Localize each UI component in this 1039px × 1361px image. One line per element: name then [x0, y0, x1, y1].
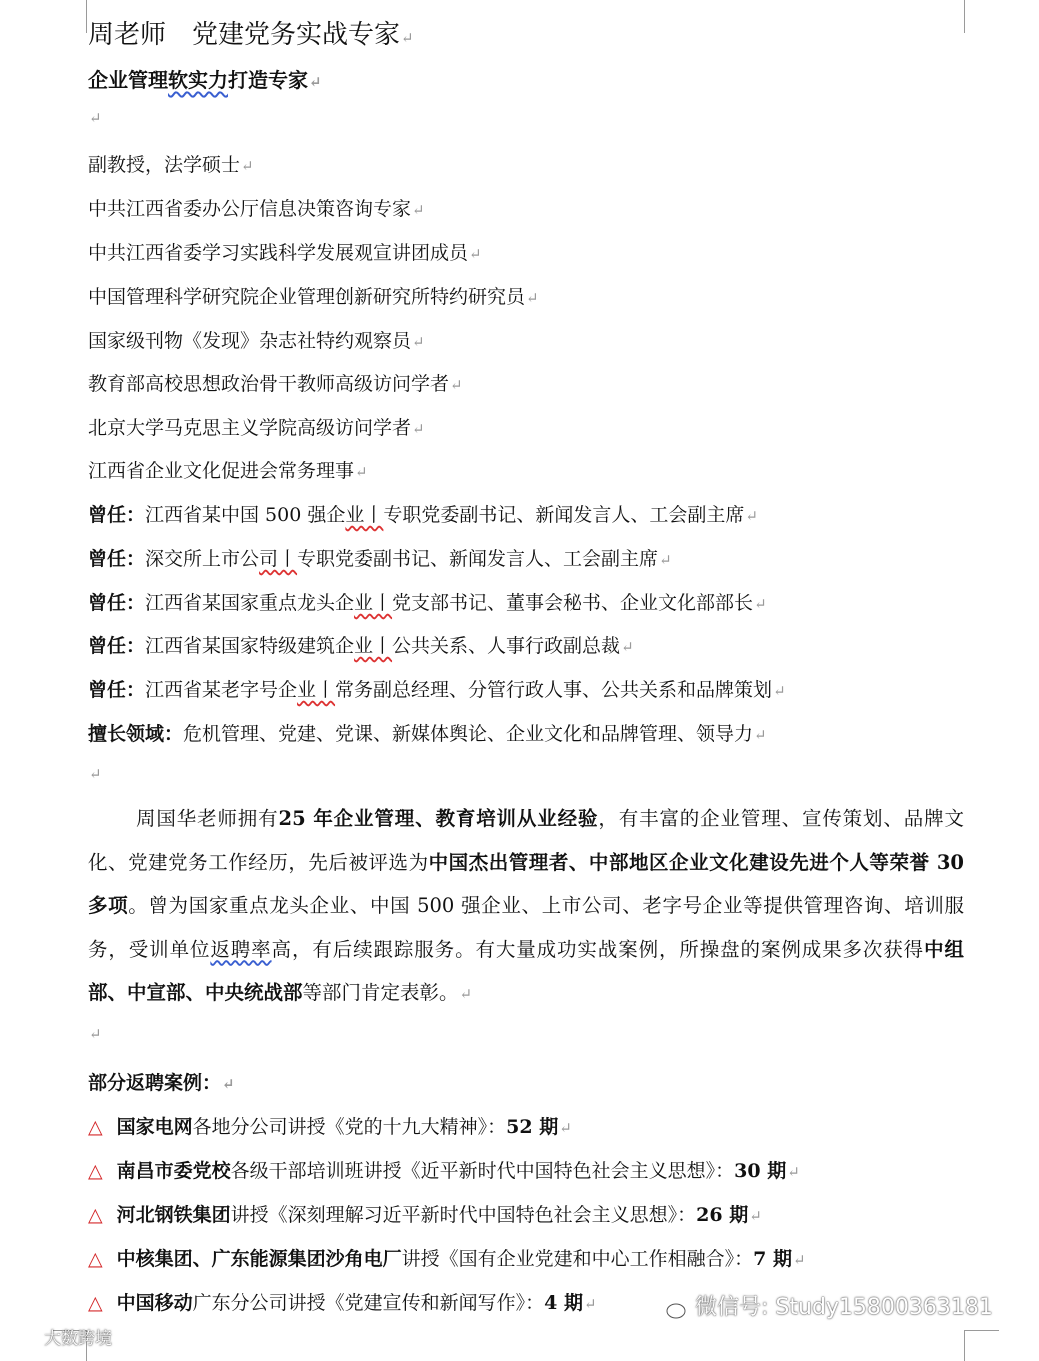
case-count: 26 期 [696, 1204, 749, 1226]
credential-line [88, 413, 425, 440]
spellcheck-underline: 业丨 [354, 635, 393, 657]
expertise-label: 擅长领域： [88, 723, 184, 745]
bio-text: 周国华老师拥有 [136, 807, 279, 830]
case-item [88, 1112, 572, 1139]
credential-text: 中共江西省委办公厅信息决策咨询专家 [88, 198, 412, 220]
credential-line [88, 194, 425, 221]
paragraph-mark: ↵ [793, 1251, 806, 1269]
paragraph-mark: ↵ [459, 985, 473, 1003]
former-role-line [88, 588, 767, 615]
paragraph-mark: ↵ [787, 1163, 800, 1181]
document-title [88, 14, 414, 51]
credential-text: 中国管理科学研究院企业管理创新研究所特约研究员 [88, 286, 526, 308]
former-role-org: 江西省某老字号企 [145, 679, 298, 701]
case-count: 7 期 [753, 1248, 792, 1270]
former-label: 曾任： [88, 504, 146, 526]
former-label: 曾任： [88, 592, 146, 614]
title-text: 周老师 党建党务实战专家 [88, 20, 401, 50]
credential-line [88, 369, 463, 396]
paragraph-mark: ↵ [355, 463, 368, 481]
credential-line [88, 326, 425, 353]
paragraph-mark: ↵ [89, 109, 102, 127]
former-role-line [88, 631, 634, 658]
spellcheck-underline: 业丨 [354, 592, 393, 614]
spellcheck-underline: 返聘率 [210, 937, 272, 961]
former-role-title: 专职党委副书记、新闻发言人、工会副主席 [297, 548, 659, 570]
case-description: 各级干部培训班讲授《近平新时代中国特色社会主义思想》： [230, 1160, 735, 1182]
paragraph-mark: ↵ [584, 1295, 597, 1313]
case-item [88, 1156, 800, 1183]
credential-line [88, 456, 368, 483]
former-label: 曾任： [88, 635, 146, 657]
triangle-bullet-icon: △ [88, 1116, 103, 1138]
credential-text: 国家级刊物《发现》杂志社特约观察员 [88, 330, 412, 352]
bio-highlight: 中国杰出管理者、中部地区企业文化建设先进个人等荣誉 30 多项 [88, 850, 964, 917]
paragraph-mark: ↵ [526, 289, 539, 307]
credential-line [88, 238, 482, 265]
case-count: 30 期 [734, 1160, 787, 1182]
source-watermark [10, 1324, 112, 1349]
paragraph-mark: ↵ [222, 1075, 235, 1093]
former-role-org: 江西省某国家重点龙头企 [145, 592, 355, 614]
subtitle-text: 企业管理 [88, 68, 168, 92]
expertise-line [88, 719, 767, 746]
credential-text: 江西省企业文化促进会常务理事 [88, 460, 355, 482]
former-role-line [88, 675, 786, 702]
bio-highlight: 中组部、中宣部、中央统战部 [88, 937, 964, 1004]
case-item [88, 1288, 597, 1315]
case-client: 中核集团、广东能源集团沙角电厂 [116, 1248, 402, 1270]
bio-text: 等部门肯定表彰。 [302, 981, 459, 1004]
triangle-bullet-icon: △ [88, 1160, 103, 1182]
spellcheck-underline: 业丨 [297, 679, 336, 701]
bio-text: 。曾为国家重点龙头企业、中国 500 强企业、上市公司、老字号企业等提供管理咨询、培训服务，受训单位 [88, 894, 964, 961]
triangle-bullet-icon: △ [88, 1248, 103, 1270]
paragraph-mark: ↵ [241, 157, 254, 175]
crop-mark-top-right [964, 0, 965, 33]
crop-mark-bottom-right [964, 1330, 999, 1361]
empty-paragraph [88, 1022, 102, 1044]
paragraph-mark: ↵ [309, 73, 322, 91]
case-description: 讲授《国有企业党建和中心工作相融合》： [401, 1248, 754, 1270]
document-subtitle [88, 64, 322, 93]
credential-line [88, 150, 254, 177]
paragraph-mark: ↵ [412, 201, 425, 219]
paragraph-mark: ↵ [754, 726, 767, 744]
paragraph-mark: ↵ [412, 333, 425, 351]
case-item [88, 1200, 762, 1227]
spellcheck-underline: 业丨 [345, 504, 384, 526]
case-client: 中国移动 [116, 1292, 193, 1314]
case-client: 南昌市委党校 [116, 1160, 231, 1182]
case-client: 河北钢铁集团 [116, 1204, 231, 1226]
former-role-org: 江西省某中国 500 强企 [145, 504, 346, 526]
bio-paragraph [88, 797, 964, 1017]
former-label: 曾任： [88, 548, 146, 570]
spellcheck-underline: 软实力 [168, 68, 228, 92]
case-description: 广东分公司讲授《党建宣传和新闻写作》： [192, 1292, 545, 1314]
case-count: 4 期 [544, 1292, 583, 1314]
former-role-org: 深交所上市公 [145, 548, 260, 570]
bio-text: 高，有后续跟踪服务。有大量成功实战案例，所操盘的案例成果多次获得 [271, 937, 925, 961]
subtitle-text: 打造专家 [228, 68, 308, 92]
case-description: 讲授《深刻理解习近平新时代中国特色社会主义思想》： [230, 1204, 697, 1226]
paragraph-mark: ↵ [559, 1119, 572, 1137]
paragraph-mark: ↵ [659, 551, 672, 569]
paragraph-mark: ↵ [621, 638, 634, 656]
case-item [88, 1244, 806, 1271]
wechat-id-text: 微信号: Study15800363181 [695, 1295, 993, 1320]
paragraph-mark: ↵ [89, 1025, 102, 1043]
credential-text: 中共江西省委学习实践科学发展观宣讲团成员 [88, 242, 469, 264]
empty-paragraph [88, 762, 102, 784]
case-client: 国家电网 [116, 1116, 193, 1138]
paragraph-mark: ↵ [773, 682, 786, 700]
paragraph-mark: ↵ [89, 765, 102, 783]
triangle-bullet-icon: △ [88, 1292, 103, 1314]
former-role-line [88, 544, 672, 571]
cases-heading-text: 部分返聘案例： [88, 1072, 222, 1094]
credential-line [88, 282, 539, 309]
former-role-title: 公共关系、人事行政副总裁 [392, 635, 621, 657]
empty-paragraph [88, 106, 102, 128]
former-role-org: 江西省某国家特级建筑企 [145, 635, 355, 657]
bio-highlight: 25 年企业管理、教育培训从业经验 [278, 807, 599, 830]
former-role-title: 党支部书记、董事会秘书、企业文化部部长 [392, 592, 754, 614]
credential-text: 教育部高校思想政治骨干教师高级访问学者 [88, 373, 450, 395]
triangle-bullet-icon: △ [88, 1204, 103, 1226]
credential-text: 副教授，法学硕士 [88, 154, 241, 176]
cases-heading [88, 1068, 235, 1095]
credential-text: 北京大学马克思主义学院高级访问学者 [88, 417, 412, 439]
crop-mark-top-left [52, 0, 87, 33]
wechat-watermark [655, 1290, 993, 1321]
paragraph-mark: ↵ [401, 29, 414, 47]
former-role-title: 专职党委副书记、新闻发言人、工会副主席 [383, 504, 745, 526]
paragraph-mark: ↵ [745, 507, 758, 525]
paragraph-mark: ↵ [412, 420, 425, 438]
wechat-icon [655, 1296, 687, 1320]
source-watermark-text: 大数跨境 [44, 1329, 112, 1349]
paragraph-mark: ↵ [754, 595, 767, 613]
expertise-text: 危机管理、党建、党课、新媒体舆论、企业文化和品牌管理、领导力 [183, 723, 754, 745]
former-label: 曾任： [88, 679, 146, 701]
paragraph-mark: ↵ [450, 376, 463, 394]
case-description: 各地分公司讲授《党的十九大精神》： [192, 1116, 507, 1138]
logo-icon [10, 1329, 36, 1349]
former-role-title: 常务副总经理、分管行政人事、公共关系和品牌策划 [335, 679, 773, 701]
bio-text: ，有丰富的企业管理、宣传策划、品牌文化、党建党务工作经历，先后被评选为 [88, 807, 964, 874]
former-role-line [88, 500, 758, 527]
paragraph-mark: ↵ [749, 1207, 762, 1225]
spellcheck-underline: 司丨 [259, 548, 298, 570]
case-count: 52 期 [506, 1116, 559, 1138]
paragraph-mark: ↵ [469, 245, 482, 263]
